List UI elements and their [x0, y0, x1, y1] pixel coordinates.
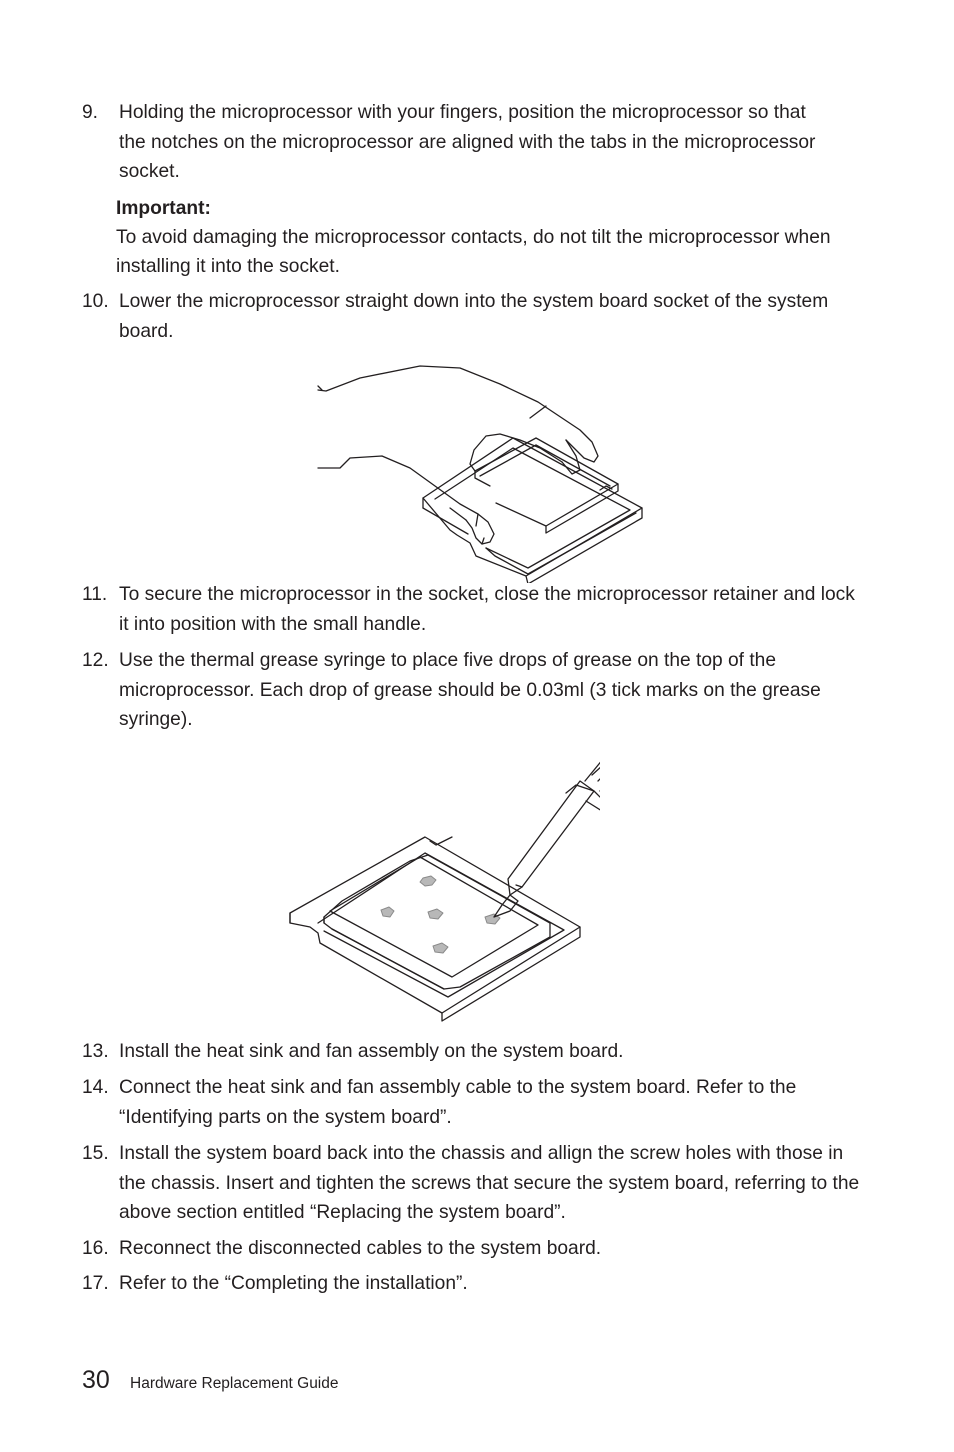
- step-11: [82, 580, 862, 639]
- step-text: Install the heat sink and fan assembly on the system board.: [119, 1041, 624, 1062]
- step-12: [82, 646, 862, 735]
- step-number: 17.: [82, 1273, 109, 1294]
- important-heading: Important:: [116, 198, 211, 219]
- step-text: Use the thermal grease syringe to place five drops of grease on the top of the microprocessor. Each drop of grease should be 0.03ml (3 tick marks on the grease syringe).: [119, 650, 821, 730]
- step-17: [82, 1269, 862, 1299]
- step-text: Reconnect the disconnected cables to the system board.: [119, 1238, 602, 1259]
- cpu-insertion-illustration: [300, 358, 660, 583]
- step-number: 16.: [82, 1238, 109, 1259]
- thermal-grease-illustration: [280, 745, 600, 1025]
- step-text: Connect the heat sink and fan assembly cable to the system board. Refer to the “Identifying parts on the system board”.: [119, 1077, 797, 1128]
- step-15: [82, 1139, 862, 1228]
- step-number: 11.: [82, 584, 108, 605]
- step-13: [82, 1037, 862, 1067]
- step-text: Install the system board back into the chassis and allign the screw holes with those in the chassis. Insert and tighten the screws that secure the system board, referring to the above section entitled “Replacing the system board”.: [119, 1143, 860, 1223]
- important-text: To avoid damaging the microprocessor contacts, do not tilt the microprocessor when installing it into the socket.: [116, 227, 831, 277]
- step-text: To secure the microprocessor in the socket, close the microprocessor retainer and lock it into position with the small handle.: [119, 584, 855, 635]
- step-number: 10.: [82, 291, 109, 312]
- document-title: Hardware Replacement Guide: [130, 1375, 339, 1392]
- step-number: 14.: [82, 1077, 109, 1098]
- step-text: Holding the microprocessor with your fingers, position the microprocessor so that the notches on the microprocessor are aligned with the tabs in the microprocessor socket.: [119, 102, 816, 182]
- important-note: [116, 194, 866, 281]
- step-9: [82, 98, 862, 187]
- step-text: Lower the microprocessor straight down into the system board socket of the system board.: [119, 291, 829, 342]
- step-number: 13.: [82, 1041, 109, 1062]
- step-number: 9.: [82, 102, 99, 123]
- step-10: [82, 287, 862, 346]
- step-14: [82, 1073, 862, 1132]
- step-number: 15.: [82, 1143, 109, 1164]
- page-number: 30: [82, 1366, 110, 1394]
- step-16: [82, 1234, 862, 1264]
- step-text: Refer to the “Completing the installation”.: [119, 1273, 468, 1294]
- step-number: 12.: [82, 650, 109, 671]
